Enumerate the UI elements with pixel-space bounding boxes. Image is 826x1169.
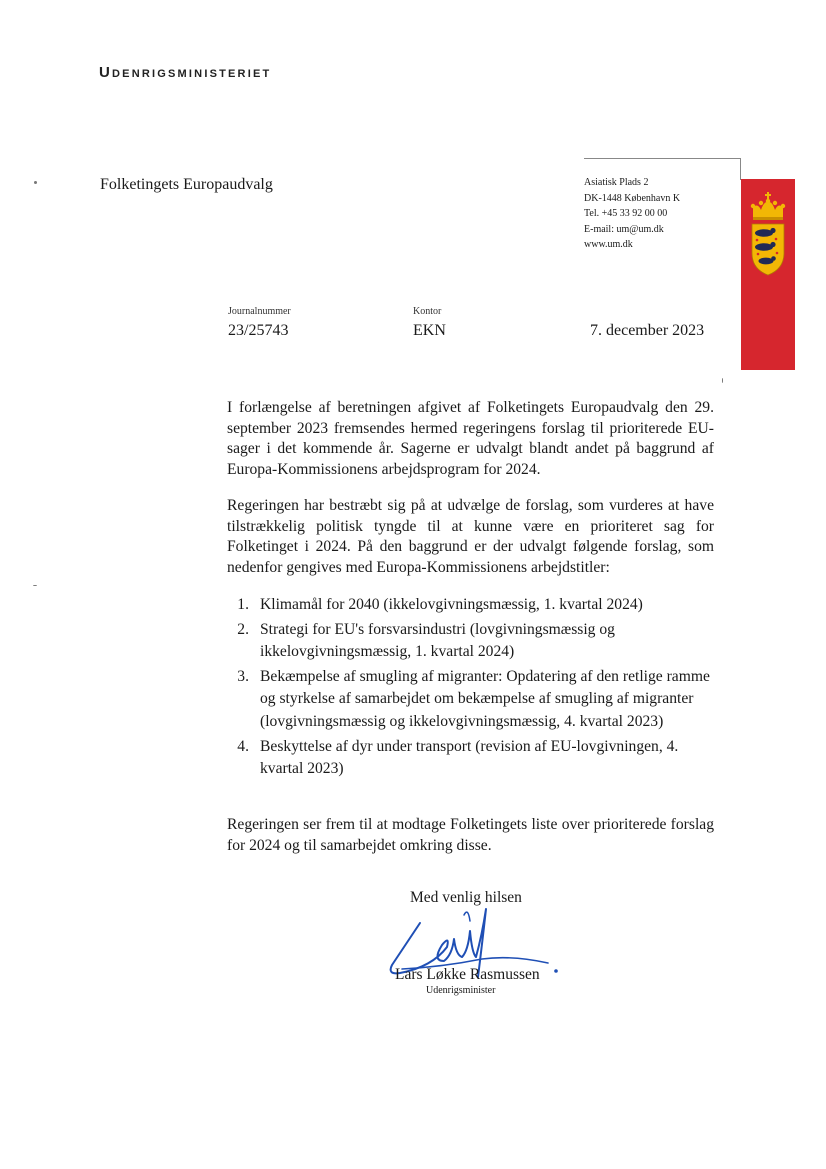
paragraph-intro: I forlængelse af beretningen afgivet af Folketingets Europaudvalg den 29. september 2023 fremsendes hermed regeringens forslag til prioriterede EU-sager i det kommende år. Sagerne er udvalgt blandt andet på baggrund af Europa-Kommissionens arbejdsprogram for 2024. xyxy=(227,399,714,478)
address-phone: Tel. +45 33 92 00 00 xyxy=(584,208,668,219)
recipient: Folketingets Europaudvalg xyxy=(100,176,273,193)
list-item-number: 2. xyxy=(237,620,249,638)
scan-speck xyxy=(34,181,37,184)
ministry-letterhead: Udenrigsministeriet xyxy=(99,64,272,81)
proposal-list xyxy=(227,594,714,783)
letter-date: 7. december 2023 xyxy=(590,322,705,339)
journal-number: 23/25743 xyxy=(228,322,289,339)
address-website: www.um.dk xyxy=(584,239,633,250)
signer-title: Udenrigsminister xyxy=(426,985,496,996)
scan-speck xyxy=(722,378,723,383)
list-item-text: Beskyttelse af dyr under transport (revision af EU-lovgivningen, 4. kvartal 2023) xyxy=(260,737,679,778)
address-email: E-mail: um@um.dk xyxy=(584,223,664,235)
list-item-text: Klimamål for 2040 (ikkelovgivningsmæssig, 1. kvartal 2024) xyxy=(260,596,643,613)
list-item-number: 1. xyxy=(237,596,249,613)
coat-of-arms-icon xyxy=(749,191,787,283)
address-frame-line xyxy=(584,158,741,159)
journal-number-label: Journalnummer xyxy=(228,306,291,317)
list-item-number: 4. xyxy=(237,737,249,755)
list-item xyxy=(227,594,714,617)
list-item-text: Bekæmpelse af smugling af migranter: Opdatering af den retlige ramme og styrkelse af samarbejdet om bekæmpelse af smugling af migranter (lovgivningsmæssig og ikkelovgivningsmæssig, 4. kvartal 2023) xyxy=(260,667,710,730)
paragraph-closing: Regeringen ser frem til at modtage Folketingets liste over prioriterede forslag for 2024 og til samarbejdet omkring disse. xyxy=(227,816,714,854)
red-band xyxy=(741,179,795,370)
address-frame-corner xyxy=(740,158,741,180)
list-item xyxy=(227,666,714,734)
office-code: EKN xyxy=(413,322,446,339)
list-item-text: Strategi for EU's forsvarsindustri (lovgivningsmæssig og ikkelovgivningsmæssig, 1. kvartal 2024) xyxy=(260,620,615,661)
list-item xyxy=(227,619,714,664)
scan-speck xyxy=(33,585,37,586)
paragraph-selection: Regeringen har bestræbt sig på at udvælge de forslag, som vurderes at have tilstrækkelig politisk tyngde til at kunne være en prioriteret sag for Folketinget i 2024. På den baggrund er der udvalgt følgende forslag, som nedenfor gengives med Europa-Kommissionens arbejdstitler: xyxy=(227,497,714,576)
address-street: Asiatisk Plads 2 xyxy=(584,177,649,188)
closing-salutation: Med venlig hilsen xyxy=(410,889,522,906)
list-item-number: 3. xyxy=(237,667,249,685)
address-block xyxy=(584,175,680,253)
address-city: DK-1448 København K xyxy=(584,192,681,204)
signer-name: Lars Løkke Rasmussen xyxy=(395,966,540,983)
office-label: Kontor xyxy=(413,306,442,317)
list-item xyxy=(227,736,714,781)
